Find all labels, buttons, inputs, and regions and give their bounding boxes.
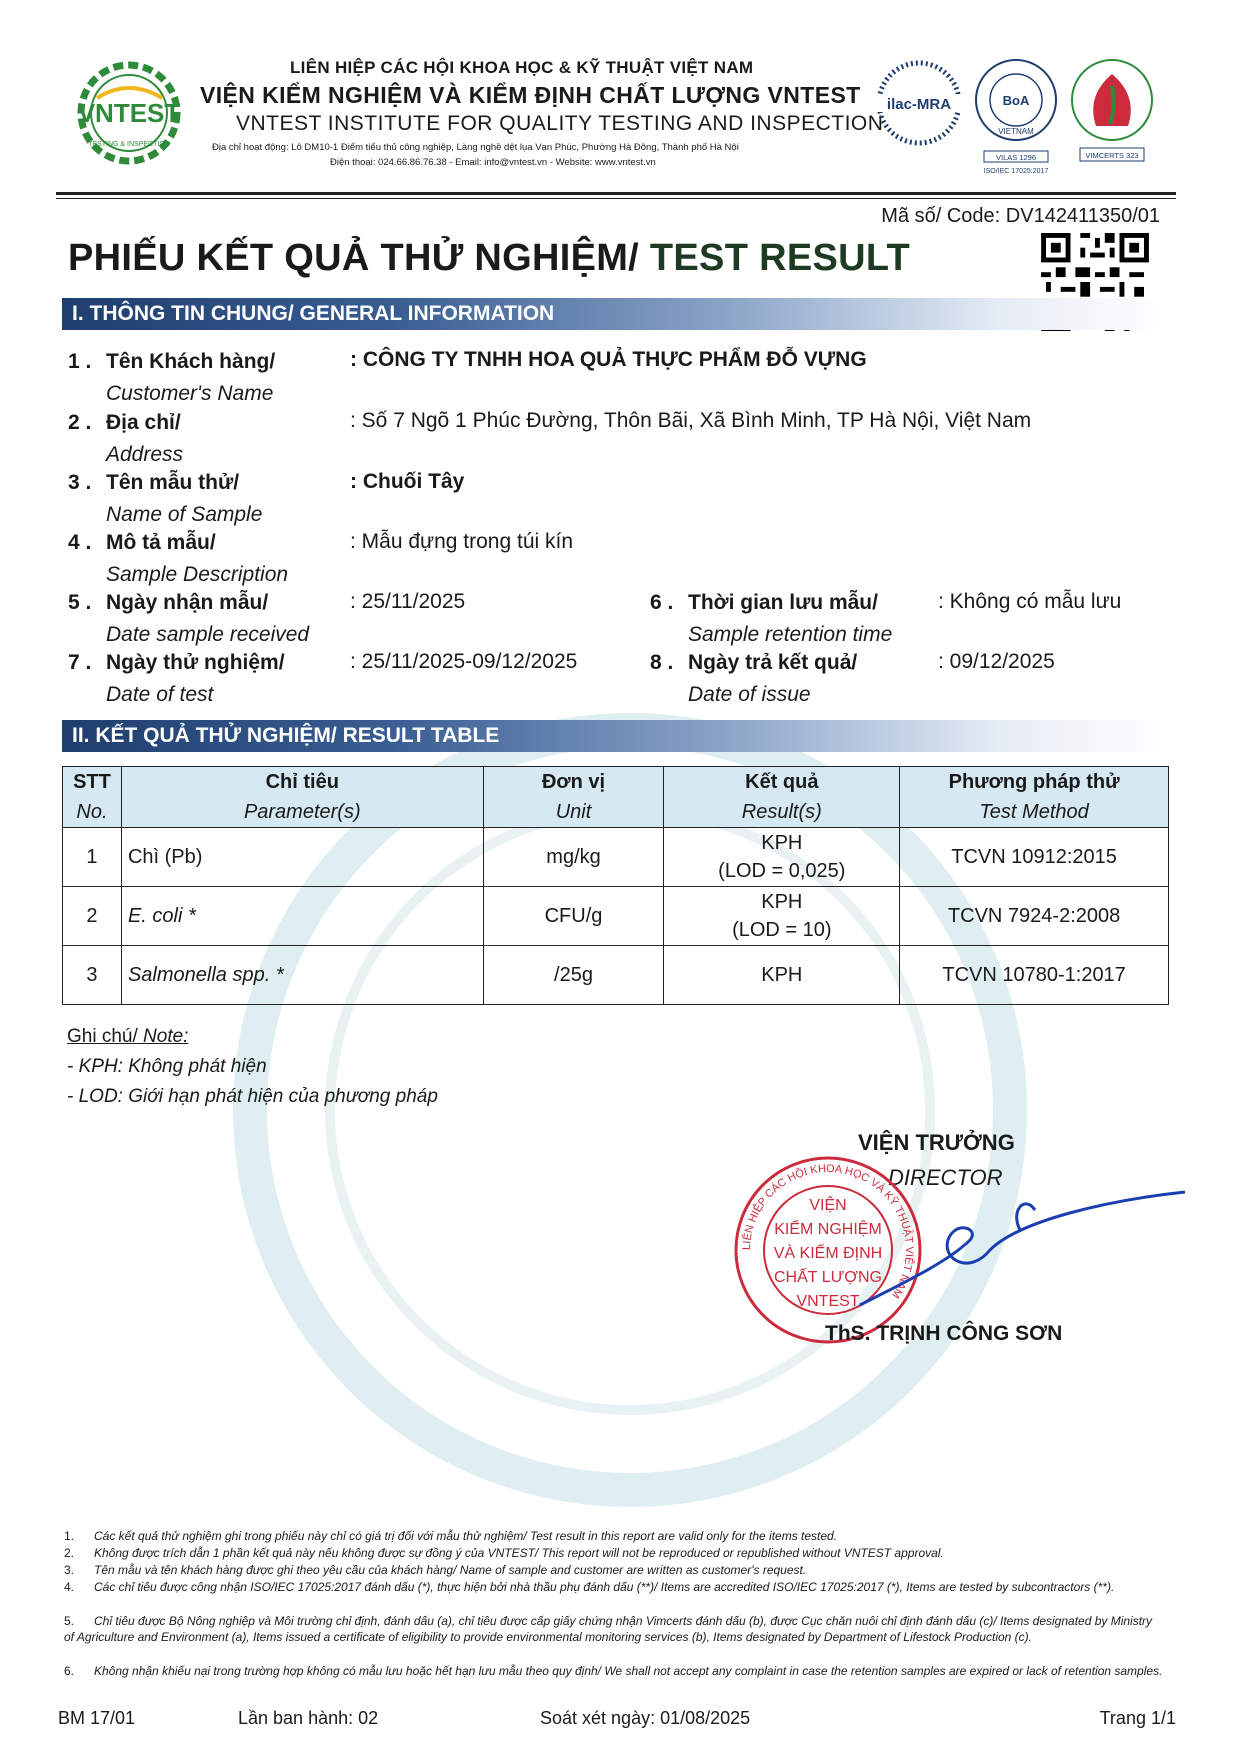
customer-address: : Số 7 Ngõ 1 Phúc Đường, Thôn Bãi, Xã Bình Minh, TP Hà Nội, Việt Nam [350, 409, 1032, 432]
info-label: Ngày nhận mẫu/ [106, 591, 269, 614]
cell-result [664, 946, 900, 1005]
col-result-en: Result(s) [741, 801, 822, 823]
title-en: TEST RESULT [639, 237, 911, 279]
stamp-line: VIỆN [809, 1197, 847, 1214]
col-no-en: No. [76, 801, 108, 823]
boa-iso: ISO/IEC 17025:2017 [983, 168, 1049, 175]
info-num: 6 . [650, 591, 674, 614]
retention-time: : Không có mẫu lưu [938, 590, 1122, 613]
cell-method: TCVN 10780-1:2017 [900, 946, 1169, 1005]
vntest-logo [62, 58, 197, 168]
header-rule [56, 192, 1176, 195]
footnote-text: Không được trích dẫn 1 phần kết quả này nếu không được sự đồng ý của VNTEST/ This report will not be reproduced or republished without VNTEST approval. [94, 1546, 944, 1560]
stamp-ring-text: LIÊN HIỆP CÁC HỘI KHOA HỌC VÀ KỸ THUẬT VIỆT NAM [740, 1162, 916, 1301]
signer-title-vn: VIỆN TRƯỞNG [858, 1130, 1015, 1155]
result-value: KPH [761, 832, 803, 854]
info-sublabel: Date of test [106, 683, 214, 706]
form-number: BM 17/01 [58, 1708, 136, 1728]
info-label: Mô tả mẫu/ [106, 531, 216, 554]
cell-param: E. coli * [121, 887, 483, 946]
col-result-vn: Kết quả [745, 771, 819, 793]
date-of-test: : 25/11/2025-09/12/2025 [350, 650, 578, 673]
info-num: 7 . [68, 651, 92, 674]
info-sublabel: Date of issue [688, 683, 811, 706]
logo-ring-text: TESTING & INSPECTION [88, 141, 170, 148]
note-title-vn: Ghi chú/ [67, 1026, 138, 1047]
logo-text: VNTEST [77, 98, 181, 128]
footnote-number: 4. [64, 1580, 75, 1594]
footnote [64, 1579, 1164, 1595]
info-label: Ngày thử nghiệm/ [106, 651, 285, 674]
section-general-info: I. THÔNG TIN CHUNG/ GENERAL INFORMATION [62, 298, 1167, 330]
footnote [64, 1545, 1164, 1561]
footnote-text: Các kết quả thử nghiệm ghi trong phiếu này chỉ có giá trị đối với mẫu thử nghiệm/ Test result in this report are valid only for the items tested. [94, 1529, 838, 1543]
col-unit [483, 767, 664, 828]
footnote-number: 5. [64, 1614, 75, 1628]
vimcerts-badge: VIMCERTS 323 [1085, 151, 1139, 160]
footnote [64, 1562, 1164, 1578]
cell-unit: /25g [483, 946, 664, 1005]
org-line-1: LIÊN HIỆP CÁC HỘI KHOA HỌC & KỸ THUẬT VIỆT NAM [290, 58, 754, 77]
note-title [67, 1026, 188, 1048]
col-method [900, 767, 1169, 828]
info-num: 4 . [68, 531, 92, 554]
document-code: Mã số/ Code: DV142411350/01 [881, 205, 1160, 227]
vimcerts-logo [1066, 56, 1158, 168]
sample-name: : Chuối Tây [350, 470, 465, 493]
boa-logo [972, 56, 1060, 176]
cell-no: 2 [63, 887, 122, 946]
col-unit-vn: Đơn vị [541, 771, 606, 793]
info-sublabel: Sample retention time [688, 623, 893, 646]
col-result [664, 767, 900, 828]
page-title [68, 237, 910, 280]
org-contact: Điện thoại: 024.66.86.76.38 - Email: info@vntest.vn - Website: www.vntest.vn [330, 157, 656, 168]
col-no [63, 767, 122, 828]
info-label: Tên mẫu thử/ [106, 471, 240, 494]
cell-no: 1 [63, 828, 122, 887]
info-sublabel: Sample Description [106, 563, 289, 586]
col-method-vn: Phương pháp thử [948, 771, 1120, 793]
footnote-text: Chỉ tiêu được Bộ Nông nghiệp và Môi trường chỉ định, đánh dấu (a), chỉ tiêu được cấp giấy chứng nhận Vimcerts đánh dấu (b), được Cục chăn nuôi chỉ định đánh dấu (c)/ Items designated by Ministry of Agriculture and Environment (a), Items issued a certificate of eligibility to provide environmental monitoring services (b), Items designated by Department of Lifestock Production (c). [64, 1614, 1153, 1644]
footnote [64, 1663, 1164, 1679]
stamp-line: VNTEST [796, 1293, 860, 1310]
result-table [62, 766, 1169, 1005]
stamp-line: KIỂM NGHIỆM [774, 1221, 882, 1238]
handwritten-signature [850, 1180, 1190, 1320]
cell-method: TCVN 10912:2015 [900, 828, 1169, 887]
info-num: 8 . [650, 651, 674, 674]
cell-unit: mg/kg [483, 828, 664, 887]
boa-center-text: BoA [1002, 93, 1030, 108]
info-sublabel: Customer's Name [106, 382, 274, 405]
cell-unit: CFU/g [483, 887, 664, 946]
result-lod: (LOD = 0,025) [718, 860, 846, 882]
footnote-number: 1. [64, 1529, 75, 1543]
date-of-issue: : 09/12/2025 [938, 650, 1055, 673]
note-lod: - LOD: Giới hạn phát hiện của phương pháp [67, 1086, 438, 1107]
col-method-en: Test Method [979, 801, 1089, 823]
note-kph: - KPH: Không phát hiện [67, 1056, 267, 1077]
footnote-text: Tên mẫu và tên khách hàng được ghi theo yêu cầu của khách hàng/ Name of sample and customer are written as customer's request. [94, 1563, 807, 1577]
info-sublabel: Address [106, 443, 184, 466]
header-rule-thin [56, 198, 1176, 199]
result-lod: (LOD = 10) [732, 919, 832, 941]
col-param [121, 767, 483, 828]
col-param-vn: Chỉ tiêu [265, 771, 339, 793]
info-num: 3 . [68, 471, 92, 494]
sample-description: : Mẫu đựng trong túi kín [350, 530, 574, 553]
result-value: KPH [761, 891, 803, 913]
col-unit-en: Unit [555, 801, 592, 823]
table-row [63, 887, 1169, 946]
cell-param: Salmonella spp. * [121, 946, 483, 1005]
info-label: Địa chỉ/ [106, 411, 181, 434]
title-vn: PHIẾU KẾT QUẢ THỬ NGHIỆM/ [68, 237, 640, 279]
note-title-en: Note: [137, 1026, 189, 1047]
footnote-text: Các chỉ tiêu được công nhận ISO/IEC 17025:2017 đánh dấu (*), thực hiện bởi nhà thầu phụ đánh dấu (**)/ Items are accredited ISO/IEC 17025:2017 (*), Items are tested by subcontractors (**). [94, 1580, 1115, 1594]
result-value: KPH [761, 964, 803, 986]
footnote-number: 6. [64, 1664, 75, 1678]
cell-result [664, 828, 900, 887]
cell-result [664, 887, 900, 946]
org-line-3: VNTEST INSTITUTE FOR QUALITY TESTING AND INSPECTION [236, 112, 884, 135]
footnote-number: 2. [64, 1546, 75, 1560]
boa-badge: VILAS 1296 [995, 153, 1037, 162]
info-num: 5 . [68, 591, 92, 614]
col-param-en: Parameter(s) [243, 801, 361, 823]
review-date: Soát xét ngày: 01/08/2025 [540, 1708, 751, 1728]
info-label: Thời gian lưu mẫu/ [688, 591, 878, 614]
table-header-row [63, 767, 1169, 828]
info-sublabel: Name of Sample [106, 503, 263, 526]
footnote-number: 3. [64, 1563, 75, 1577]
cell-param: Chì (Pb) [121, 828, 483, 887]
footnote [64, 1528, 1164, 1544]
info-num: 1 . [68, 350, 92, 373]
table-row [63, 946, 1169, 1005]
signer-title-en: DIRECTOR [888, 1165, 1003, 1190]
stamp-line: CHẤT LƯỢNG [774, 1269, 882, 1286]
ilac-text: ilac-MRA [886, 96, 952, 113]
info-num: 2 . [68, 411, 92, 434]
info-sublabel: Date sample received [106, 623, 310, 646]
col-no-vn: STT [73, 771, 111, 793]
customer-name: : CÔNG TY TNHH HOA QUẢ THỰC PHẨM ĐỖ VỰNG [350, 348, 867, 371]
section-result-table: II. KẾT QUẢ THỬ NGHIỆM/ RESULT TABLE [62, 720, 1167, 752]
date-received: : 25/11/2025 [350, 590, 466, 613]
issue-number: Lần ban hành: 02 [238, 1708, 379, 1728]
cell-no: 3 [63, 946, 122, 1005]
footnote [64, 1613, 1164, 1645]
boa-country-text: VIETNAM [998, 127, 1034, 136]
org-address: Địa chỉ hoạt động: Lô DM10-1 Điểm tiểu thủ công nghiệp, Làng nghề dệt lụa Vạn Phúc, Phường Hà Đông, Thành phố Hà Nội [212, 142, 739, 153]
page-number: Trang 1/1 [1099, 1708, 1176, 1728]
org-line-2: VIỆN KIỂM NGHIỆM VÀ KIỂM ĐỊNH CHẤT LƯỢNG VNTEST [200, 82, 861, 108]
info-label: Tên Khách hàng/ [106, 350, 276, 373]
footnote-text: Không nhận khiếu nại trong trường hợp không có mẫu lưu hoặc hết hạn lưu mẫu theo quy định/ We shall not accept any complaint in case the retention samples are expired or lack of retention samples. [94, 1664, 1163, 1678]
cell-method: TCVN 7924-2:2008 [900, 887, 1169, 946]
signer-name: ThS. TRỊNH CÔNG SƠN [825, 1322, 1063, 1345]
table-row [63, 828, 1169, 887]
info-label: Ngày trả kết quả/ [688, 651, 858, 674]
stamp-line: VÀ KIỂM ĐỊNH [773, 1245, 883, 1262]
ilac-mra-logo [874, 58, 964, 148]
